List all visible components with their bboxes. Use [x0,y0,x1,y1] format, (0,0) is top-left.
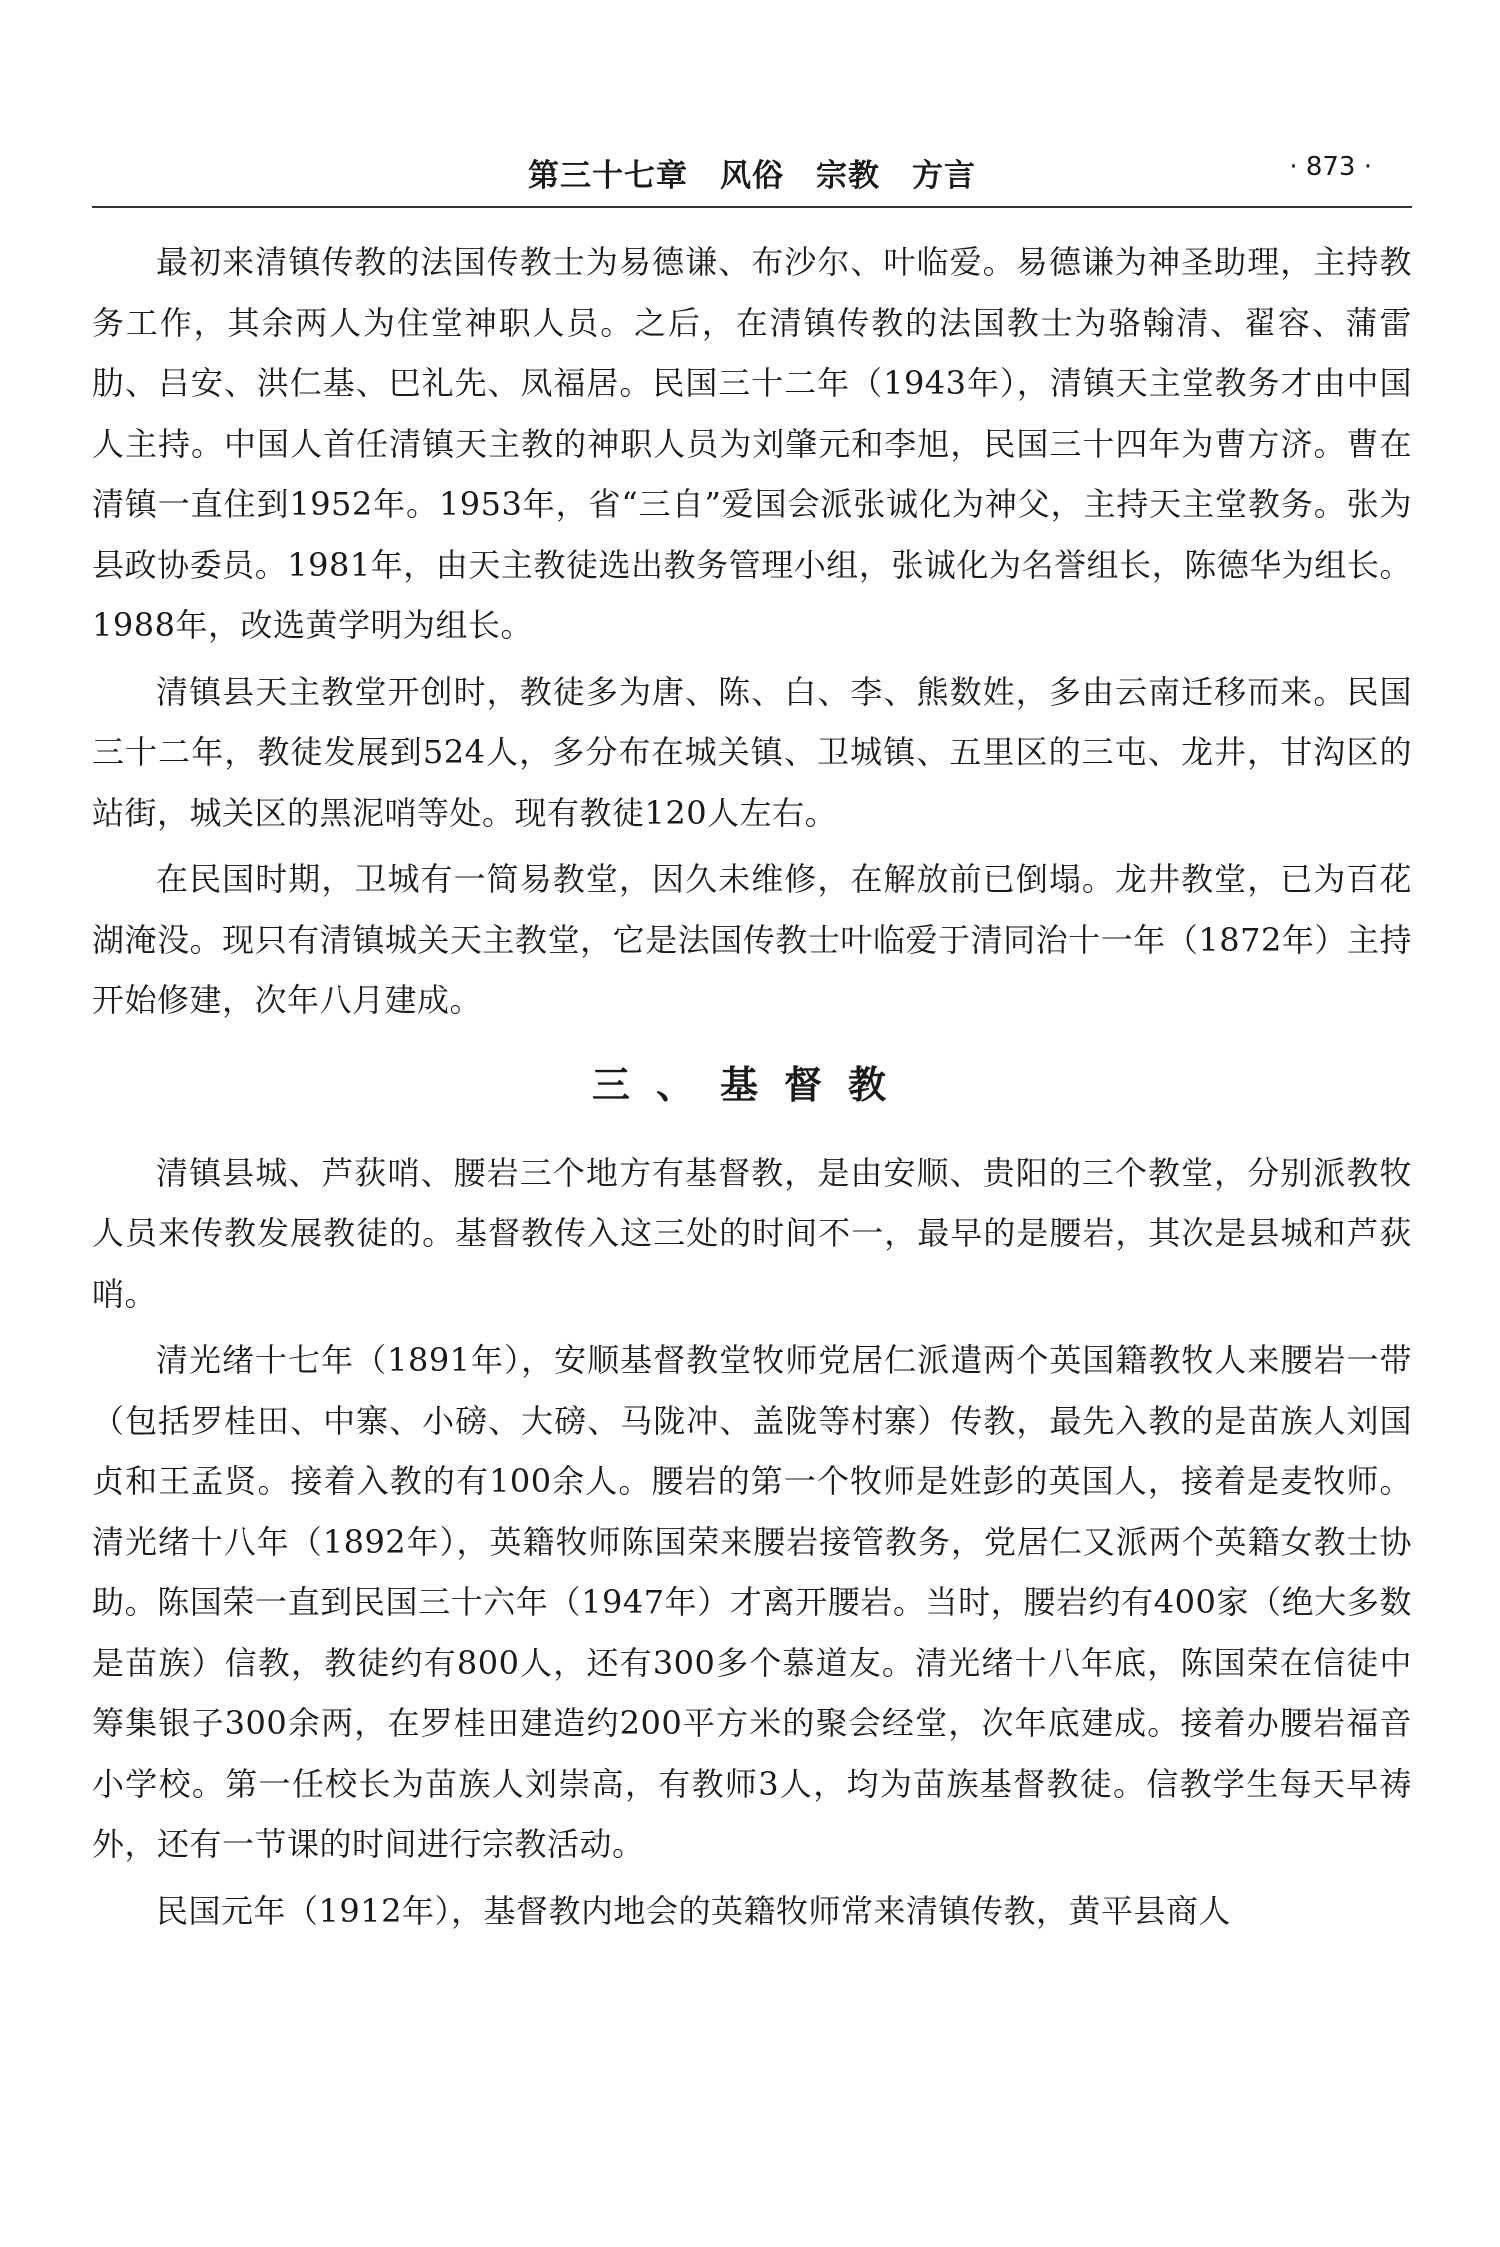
paragraph: 民国元年（1912年），基督教内地会的英籍牧师常来清镇传教，黄平县商人 [156,1891,1231,1930]
paragraph: 清镇县城、芦荻哨、腰岩三个地方有基督教，是由安顺、贵阳的三个教堂，分别派教牧人员来传教发展教徒的。基督教传入这三处的时间不一，最早的是腰岩，其次是县城和芦荻哨。 [92,1153,1412,1313]
paragraph: 清光绪十七年（1891年），安顺基督教堂牧师党居仁派遣两个英国籍教牧人来腰岩一带（包括罗桂田、中寨、小磅、大磅、马陇冲、盖陇等村寨）传教，最先入教的是苗族人刘国贞和王孟贤。接着入教的有100余人。腰岩的第一个牧师是姓彭的英国人，接着是麦牧师。清光绪十八年（1892年），英籍牧师陈国荣来腰岩接管教务，党居仁又派两个英籍女教士协助。陈国荣一直到民国三十六年（1947年）才离开腰岩。当时，腰岩约有400家（绝大多数是苗族）信教，教徒约有800人，还有300多个慕道友。清光绪十八年底，陈国荣在信徒中筹集银子300余两，在罗桂田建造约200平方米的聚会经堂，次年底建成。接着办腰岩福音小学校。第一任校长为苗族人刘崇高，有教师3人，均为苗族基督教徒。信教学生每天早祷外，还有一节课的时间进行宗教活动。 [92,1341,1412,1863]
body-text [92,232,1412,1947]
page-number: · 873 · [1289,152,1372,182]
paragraph: 清镇县天主教堂开创时，教徒多为唐、陈、白、李、熊数姓，多由云南迁移而来。民国三十二年，教徒发展到524人，多分布在城关镇、卫城镇、五里区的三屯、龙井，甘沟区的站街，城关区的黑泥哨等处。现有教徒120人左右。 [92,672,1412,832]
paragraph: 在民国时期，卫城有一简易教堂，因久未维修，在解放前已倒塌。龙井教堂，已为百花湖淹没。现只有清镇城关天主教堂，它是法国传教士叶临爱于清同治十一年（1872年）主持开始修建，次年八月建成。 [92,860,1412,1019]
running-header [92,150,1412,194]
header-rule [92,206,1412,208]
document-page [92,0,1412,2247]
paragraph: 最初来清镇传教的法国传教士为易德谦、布沙尔、叶临爱。易德谦为神圣助理，主持教务工作，其余两人为住堂神职人员。之后，在清镇传教的法国教士为骆翰清、翟容、蒲雷肋、吕安、洪仁基、巴礼先、凤福居。民国三十二年（1943年），清镇天主堂教务才由中国人主持。中国人首任清镇天主教的神职人员为刘肇元和李旭，民国三十四年为曹方济。曹在清镇一直住到1952年。1953年，省“三自”爱国会派张诚化为神父，主持天主堂教务。张为县政协委员。1981年，由天主教徒选出教务管理小组，张诚化为名誉组长，陈德华为组长。1988年，改选黄学明为组长。 [92,243,1412,644]
section-heading: 三、基督教 [591,1062,912,1107]
chapter-title: 第三十七章 风俗 宗教 方言 [528,158,976,194]
